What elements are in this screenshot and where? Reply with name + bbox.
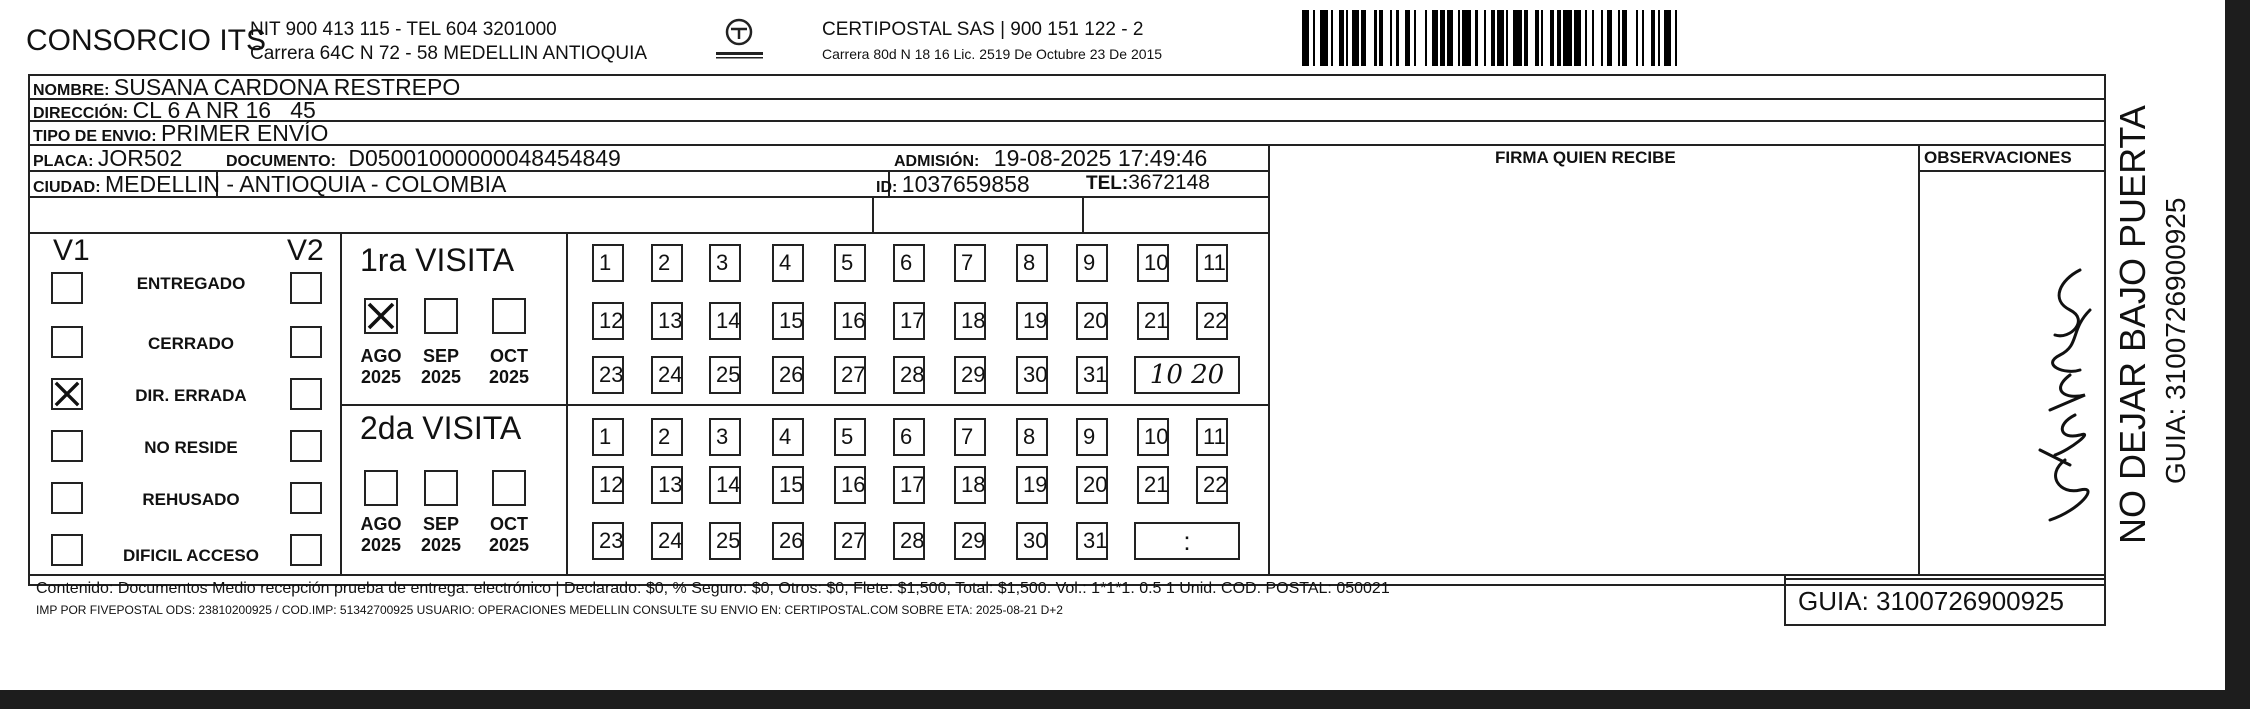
v2-checkbox[interactable] — [290, 482, 322, 514]
day-box[interactable]: 23 — [592, 356, 624, 394]
day-box[interactable]: 6 — [893, 244, 925, 282]
v1-header: V1 — [53, 234, 90, 267]
tel-label: TEL: — [1086, 173, 1129, 194]
company-address: Carrera 64C N 72 - 58 MEDELLIN ANTIOQUIA — [250, 43, 648, 64]
day-box[interactable]: 5 — [834, 244, 866, 282]
day-box[interactable]: 23 — [592, 522, 624, 560]
month-year: 2025 — [420, 535, 462, 555]
placa-label: PLACA: — [33, 153, 94, 170]
day-box[interactable]: 5 — [834, 418, 866, 456]
day-box[interactable]: 17 — [893, 302, 925, 340]
month-checkbox[interactable] — [424, 298, 458, 334]
day-box[interactable]: 27 — [834, 356, 866, 394]
status-label: CERRADO — [148, 334, 234, 353]
day-box[interactable]: 4 — [772, 244, 804, 282]
v2-checkbox[interactable] — [290, 534, 322, 566]
month-year: 2025 — [488, 367, 530, 387]
documento-value: D05001000000048454849 — [348, 145, 621, 171]
day-box[interactable]: 24 — [651, 522, 683, 560]
day-box[interactable]: 9 — [1076, 418, 1108, 456]
day-box[interactable]: 10 — [1137, 244, 1169, 282]
month-label — [417, 514, 465, 556]
day-box[interactable]: 12 — [592, 466, 624, 504]
v1-checkbox[interactable] — [51, 378, 83, 410]
month-checkbox[interactable] — [492, 470, 526, 506]
day-box[interactable]: 6 — [893, 418, 925, 456]
v1-checkbox[interactable] — [51, 430, 83, 462]
day-box[interactable]: 7 — [954, 418, 986, 456]
day-box[interactable]: 19 — [1016, 466, 1048, 504]
id-label: ID: — [876, 179, 898, 196]
day-box[interactable]: 2 — [651, 418, 683, 456]
day-box[interactable]: 8 — [1016, 244, 1048, 282]
nombre-label: NOMBRE: — [33, 82, 110, 99]
day-box[interactable]: 1 — [592, 244, 624, 282]
day-box[interactable]: 1 — [592, 418, 624, 456]
day-box[interactable]: 16 — [834, 466, 866, 504]
ciudad-label: CIUDAD: — [33, 179, 101, 196]
col-divider — [1918, 144, 1920, 574]
day-box[interactable]: 25 — [709, 356, 741, 394]
firma-header: FIRMA QUIEN RECIBE — [1495, 148, 1676, 167]
col-divider — [340, 232, 342, 574]
barcode-icon — [1302, 10, 1942, 66]
placa-value: JOR502 — [97, 145, 183, 171]
day-box[interactable]: 16 — [834, 302, 866, 340]
tipo-envio-field — [33, 120, 328, 147]
ciudad-value: MEDELLIN - ANTIOQUIA - COLOMBIA — [105, 171, 507, 197]
day-box[interactable]: 29 — [954, 356, 986, 394]
day-box[interactable]: 9 — [1076, 244, 1108, 282]
tel-field — [1086, 171, 1210, 195]
v1-checkbox[interactable] — [51, 482, 83, 514]
month-checkbox[interactable] — [492, 298, 526, 334]
tel-value: 3672148 — [1128, 171, 1210, 194]
day-box[interactable]: 22 — [1196, 302, 1228, 340]
handwritten-signature-icon — [2010, 250, 2110, 530]
footer-guia: GUIA: 3100726900925 — [1784, 578, 2106, 626]
col-divider — [1268, 144, 1270, 574]
day-box[interactable]: 20 — [1076, 302, 1108, 340]
id-value: 1037659858 — [901, 171, 1030, 197]
month-label — [417, 346, 465, 388]
v2-header: V2 — [287, 234, 324, 267]
row-divider — [1918, 170, 2106, 172]
day-box[interactable]: 22 — [1196, 466, 1228, 504]
col-divider — [1082, 196, 1084, 232]
day-box[interactable]: 3 — [709, 418, 741, 456]
documento-field — [226, 145, 621, 172]
company-nit: NIT 900 413 115 - TEL 604 3201000 — [250, 19, 557, 40]
month-year: 2025 — [360, 367, 402, 387]
day-box[interactable]: 2 — [651, 244, 683, 282]
visit2-title: 2da VISITA — [360, 410, 522, 446]
day-box[interactable]: 19 — [1016, 302, 1048, 340]
status-label: REHUSADO — [142, 490, 240, 509]
certipostal-logo-icon — [712, 16, 767, 62]
visit-time-field[interactable]: : — [1134, 522, 1240, 560]
day-box[interactable]: 13 — [651, 302, 683, 340]
month-checkbox[interactable] — [364, 298, 398, 334]
day-box[interactable]: 27 — [834, 522, 866, 560]
row-divider — [340, 404, 1270, 406]
month-checkbox[interactable] — [424, 470, 458, 506]
day-box[interactable]: 7 — [954, 244, 986, 282]
day-box[interactable]: 11 — [1196, 418, 1228, 456]
day-box[interactable]: 28 — [893, 356, 925, 394]
day-box[interactable]: 25 — [709, 522, 741, 560]
month-year: 2025 — [488, 535, 530, 555]
day-box[interactable]: 15 — [772, 302, 804, 340]
footer-print-info: IMP POR FIVEPOSTAL ODS: 23810200925 / COD.IMP: 51342700925 USUARIO: OPERACIONES MEDELLIN CONSULTE SU ENVIO EN: CERTIPOSTAL.COM SOBRE ETA: 2025-08-21 D+2 — [36, 603, 1063, 617]
month-year: 2025 — [360, 535, 402, 555]
admision-field — [894, 145, 1207, 172]
v1-checkbox[interactable] — [51, 326, 83, 358]
day-box[interactable]: 26 — [772, 522, 804, 560]
v1-checkbox[interactable] — [51, 534, 83, 566]
day-box[interactable]: 12 — [592, 302, 624, 340]
status-label: NO RESIDE — [144, 438, 238, 457]
month-year: 2025 — [420, 367, 462, 387]
side-guia: GUIA: 3100726900925 — [2160, 197, 2191, 484]
day-box[interactable]: 18 — [954, 466, 986, 504]
scan-edge-right — [2225, 0, 2250, 709]
day-box[interactable]: 17 — [893, 466, 925, 504]
day-box[interactable]: 10 — [1137, 418, 1169, 456]
day-box[interactable]: 30 — [1016, 522, 1048, 560]
day-box[interactable]: 31 — [1076, 522, 1108, 560]
v1-checkbox[interactable] — [51, 272, 83, 304]
v2-checkbox[interactable] — [290, 378, 322, 410]
day-box[interactable]: 14 — [709, 466, 741, 504]
day-box[interactable]: 18 — [954, 302, 986, 340]
month-name: SEP — [422, 346, 460, 366]
day-box[interactable]: 28 — [893, 522, 925, 560]
month-label — [357, 514, 405, 556]
status-label: ENTREGADO — [136, 274, 246, 293]
v2-checkbox[interactable] — [290, 430, 322, 462]
month-name: AGO — [360, 514, 402, 534]
month-name: OCT — [490, 514, 528, 534]
day-box[interactable]: 26 — [772, 356, 804, 394]
row-divider — [28, 574, 2106, 576]
day-box[interactable]: 11 — [1196, 244, 1228, 282]
direccion-value: CL 6 A NR 16 45 — [132, 97, 316, 123]
ciudad-field — [33, 171, 506, 198]
row-divider — [28, 232, 1270, 234]
company-name: CONSORCIO ITS — [26, 24, 267, 57]
row-divider — [28, 120, 2106, 122]
v2-checkbox[interactable] — [290, 272, 322, 304]
nombre-value: SUSANA CARDONA RESTREPO — [113, 74, 461, 100]
company-info — [250, 18, 647, 66]
status-label: DIFICIL ACCESO — [122, 546, 259, 565]
month-label — [485, 514, 533, 556]
side-instruction: NO DEJAR BAJO PUERTA — [2112, 105, 2153, 544]
observaciones-header: OBSERVACIONES — [1924, 148, 2072, 167]
placa-field — [33, 145, 182, 172]
month-name: OCT — [490, 346, 528, 366]
month-label — [357, 346, 405, 388]
footer-content: Contenido: Documentos Medio recepción prueba de entrega: electrónico | Declarado: $0, % Seguro: $0, Otros: $0, Flete: $1,500, Total: $1,500. Vol.: 1*1*1. 0.5 1 Unid. COD. POSTAL: 050021 — [36, 580, 1390, 597]
day-box[interactable]: 14 — [709, 302, 741, 340]
day-box[interactable]: 24 — [651, 356, 683, 394]
day-box[interactable]: 3 — [709, 244, 741, 282]
scan-edge-bottom — [0, 690, 2250, 709]
day-box[interactable]: 31 — [1076, 356, 1108, 394]
month-name: AGO — [360, 346, 402, 366]
day-box[interactable]: 21 — [1137, 302, 1169, 340]
day-box[interactable]: 8 — [1016, 418, 1048, 456]
direccion-label: DIRECCIÓN: — [33, 105, 129, 122]
v2-checkbox[interactable] — [290, 326, 322, 358]
admision-value: 19-08-2025 17:49:46 — [993, 145, 1208, 171]
visit-time-field[interactable]: 10 20 — [1134, 356, 1240, 394]
day-box[interactable]: 4 — [772, 418, 804, 456]
tipo-envio-label: TIPO DE ENVIO: — [33, 128, 157, 145]
day-box[interactable]: 29 — [954, 522, 986, 560]
month-label — [485, 346, 533, 388]
col-divider — [872, 196, 874, 232]
certipostal-license: Carrera 80d N 18 16 Lic. 2519 De Octubre 23 De 2015 — [822, 46, 1163, 62]
visit1-title: 1ra VISITA — [360, 242, 515, 278]
col-divider — [566, 232, 568, 574]
day-box[interactable]: 15 — [772, 466, 804, 504]
certipostal-name: CERTIPOSTAL SAS | 900 151 122 - 2 — [822, 19, 1144, 40]
day-box[interactable]: 13 — [651, 466, 683, 504]
day-box[interactable]: 30 — [1016, 356, 1048, 394]
documento-label: DOCUMENTO: — [226, 153, 336, 170]
admision-label: ADMISIÓN: — [894, 153, 980, 170]
day-box[interactable]: 21 — [1137, 466, 1169, 504]
day-box[interactable]: 20 — [1076, 466, 1108, 504]
tipo-envio-value: PRIMER ENVÍO — [161, 120, 329, 146]
certipostal-info — [822, 18, 1162, 66]
month-name: SEP — [422, 514, 460, 534]
month-checkbox[interactable] — [364, 470, 398, 506]
id-field — [876, 171, 1030, 198]
status-label: DIR. ERRADA — [135, 386, 247, 405]
